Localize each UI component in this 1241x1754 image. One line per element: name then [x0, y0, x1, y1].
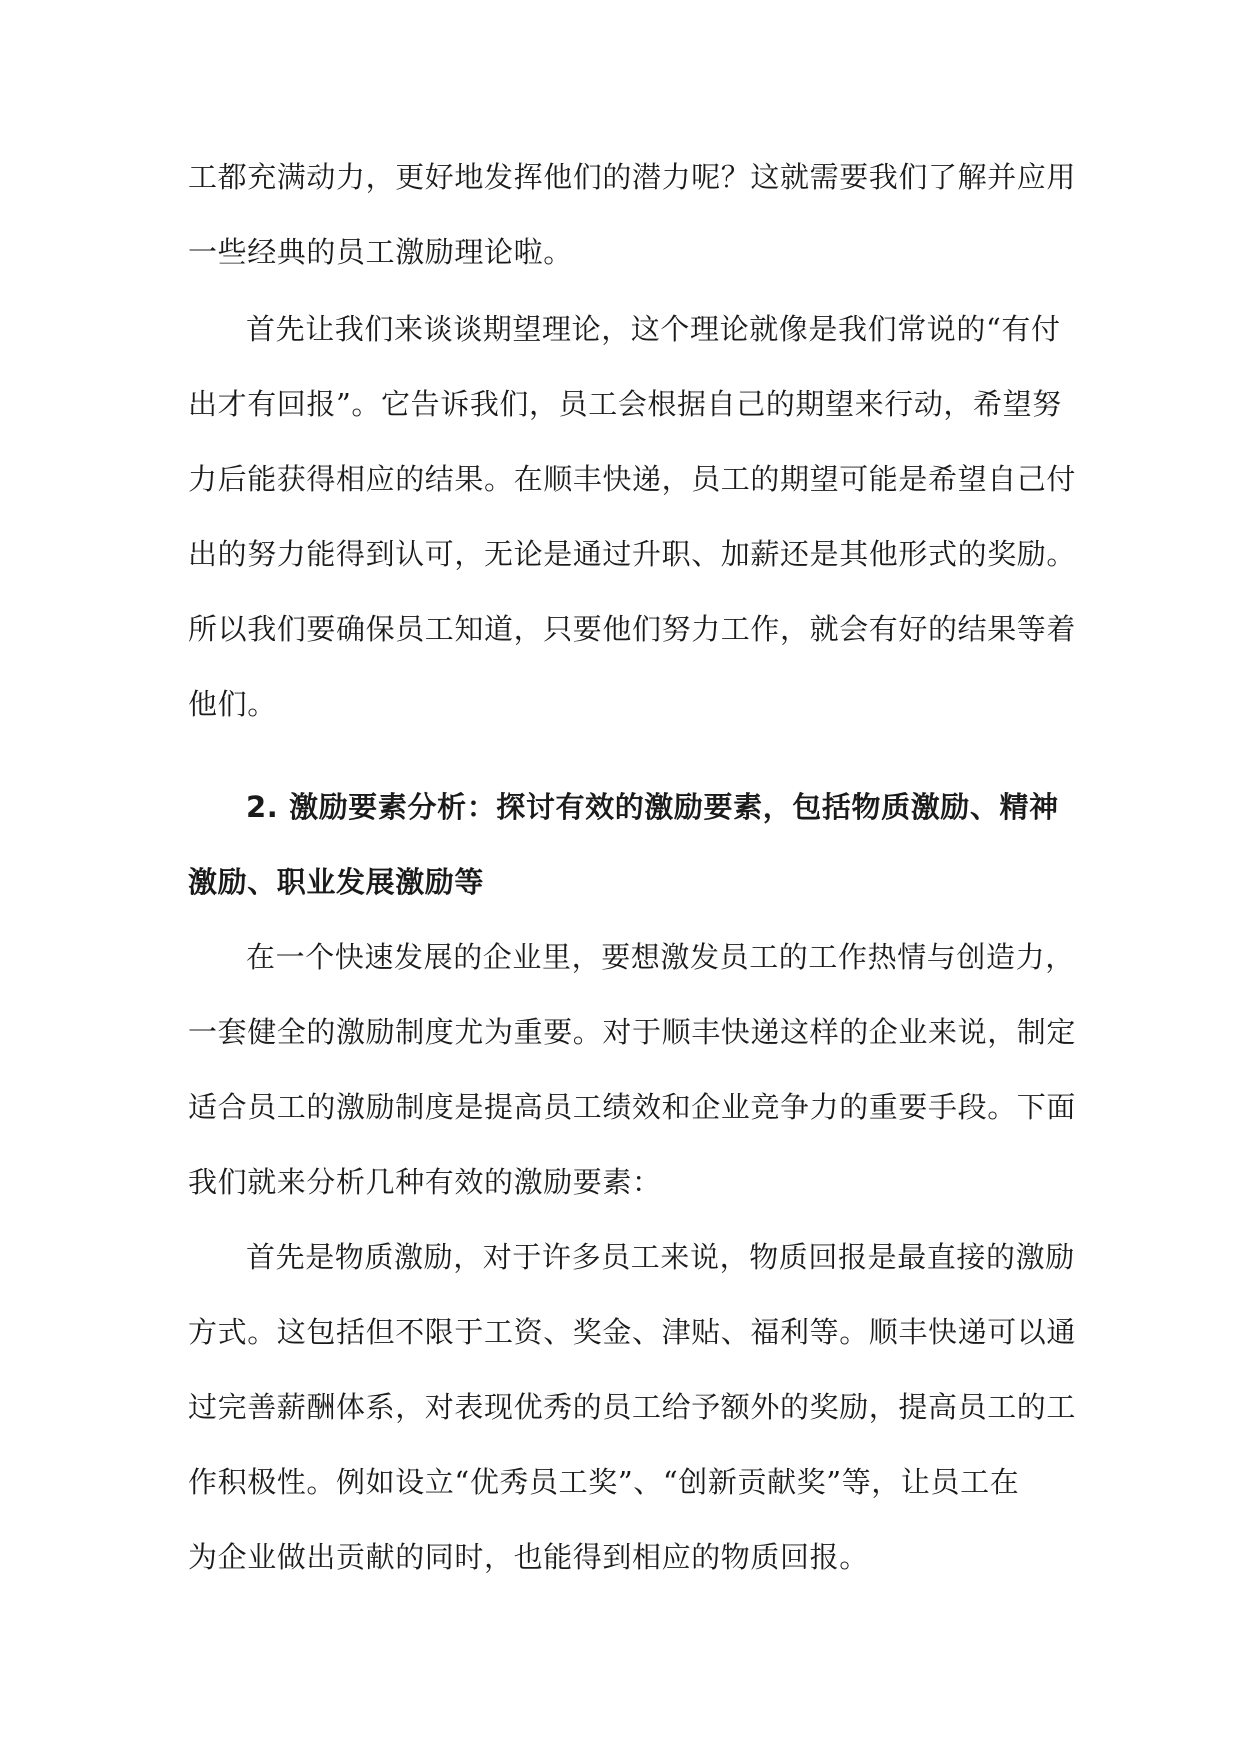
paragraph-incentive-system	[188, 920, 1077, 1220]
text-line: 首先是物质激励，对于许多员工来说，物质回报是最直接的激励	[246, 1240, 1075, 1274]
text-line: 过完善薪酬体系，对表现优秀的员工给予额外的奖励，提高员工的工	[188, 1390, 1077, 1424]
text-line: 所以我们要确保员工知道，只要他们努力工作，就会有好的结果等着	[188, 612, 1077, 646]
text-line: 我们就来分析几种有效的激励要素：	[188, 1165, 662, 1199]
section-heading	[188, 770, 1059, 920]
text-line: 首先让我们来谈谈期望理论，这个理论就像是我们常说的“有付	[246, 312, 1061, 346]
text-line: 适合员工的激励制度是提高员工绩效和企业竞争力的重要手段。下面	[188, 1090, 1077, 1124]
paragraph-expectancy-theory	[188, 292, 1077, 742]
text-line: 一些经典的员工激励理论啦。	[188, 235, 573, 269]
text-line: 他们。	[188, 687, 277, 721]
text-line: 作积极性。例如设立“优秀员工奖”、“创新贡献奖”等，让员工在	[188, 1465, 1020, 1499]
text-line: 一套健全的激励制度尤为重要。对于顺丰快递这样的企业来说，制定	[188, 1015, 1077, 1049]
text-line: 力后能获得相应的结果。在顺丰快递，员工的期望可能是希望自己付	[188, 462, 1077, 496]
text-line: 工都充满动力，更好地发挥他们的潜力呢？这就需要我们了解并应用	[188, 160, 1077, 194]
text-line: 出的努力能得到认可，无论是通过升职、加薪还是其他形式的奖励。	[188, 537, 1077, 571]
paragraph-intro-continued	[188, 140, 1077, 290]
text-line: 为企业做出贡献的同时，也能得到相应的物质回报。	[188, 1540, 869, 1574]
paragraph-material-incentive	[188, 1220, 1077, 1595]
heading-line: 2. 激励要素分析：探讨有效的激励要素，包括物质激励、精神	[246, 790, 1059, 824]
text-line: 出才有回报”。它告诉我们，员工会根据自己的期望来行动，希望努	[188, 387, 1062, 421]
text-line: 方式。这包括但不限于工资、奖金、津贴、福利等。顺丰快递可以通	[188, 1315, 1077, 1349]
document-page	[188, 140, 1077, 1595]
heading-line: 激励、职业发展激励等	[188, 865, 485, 899]
text-line: 在一个快速发展的企业里，要想激发员工的工作热情与创造力，	[246, 940, 1075, 974]
